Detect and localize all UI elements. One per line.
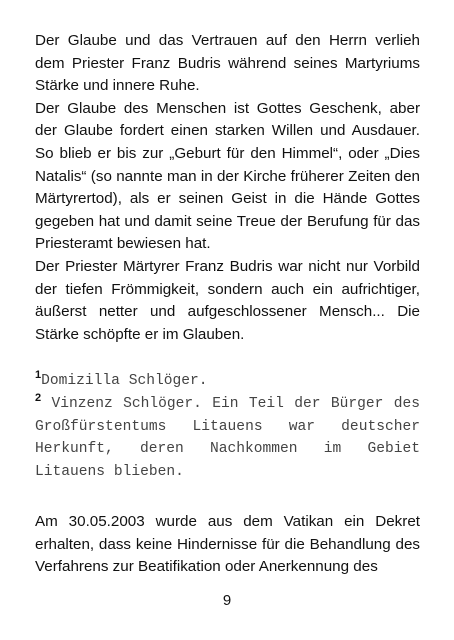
footnote-1-mark: 1 bbox=[35, 369, 42, 382]
footnote-2 bbox=[35, 393, 420, 483]
body-paragraph-3: Der Priester Märtyrer Franz Budris war nicht nur Vorbild der tiefen Frömmigkeit, sondern auch ein aufrichtiger, äußerst netter und aufgeschlossener Mensch... Die Stärke schöpfte er im Glauben. bbox=[35, 257, 420, 343]
footnote-2-mark: 2 bbox=[35, 392, 42, 405]
body-paragraph-1: Der Glaube und das Vertrauen auf den Herrn verlieh dem Priester Franz Budris während seines Martyriums Stärke und innere Ruhe. bbox=[35, 32, 420, 95]
footnote-1 bbox=[35, 370, 420, 393]
continuation-paragraph: Am 30.05.2003 wurde aus dem Vatikan ein Dekret erhalten, dass keine Hindernisse für die Behandlung des Verfahrens zur Beatifikation oder Anerkennung des bbox=[35, 513, 420, 576]
page-content bbox=[35, 30, 420, 579]
footnote-2-text: Vinzenz Schlöger. Ein Teil der Bürger des Großfürstentums Litauens war deutscher Herkunft, deren Nachkommen im Gebiet Litauens blieben. bbox=[35, 395, 420, 480]
footnotes bbox=[35, 370, 420, 483]
footnote-1-text: Domizilla Schlöger. bbox=[41, 373, 208, 390]
body-paragraph-2: Der Glaube des Menschen ist Gottes Geschenk, aber der Glaube fordert einen starken Willen und Ausdauer. So blieb er bis zur „Geburt für den Himmel“, oder „Dies Natalis“ (so nannte man in der Kirche früherer Zeiten den Märtyrertod), als er seinen Geist in die Hände Gottes gegeben hat und damit seine Treue der Berufung für das Priesteramt bewiesen hat. bbox=[35, 99, 420, 253]
page-number: 9 bbox=[222, 592, 232, 609]
